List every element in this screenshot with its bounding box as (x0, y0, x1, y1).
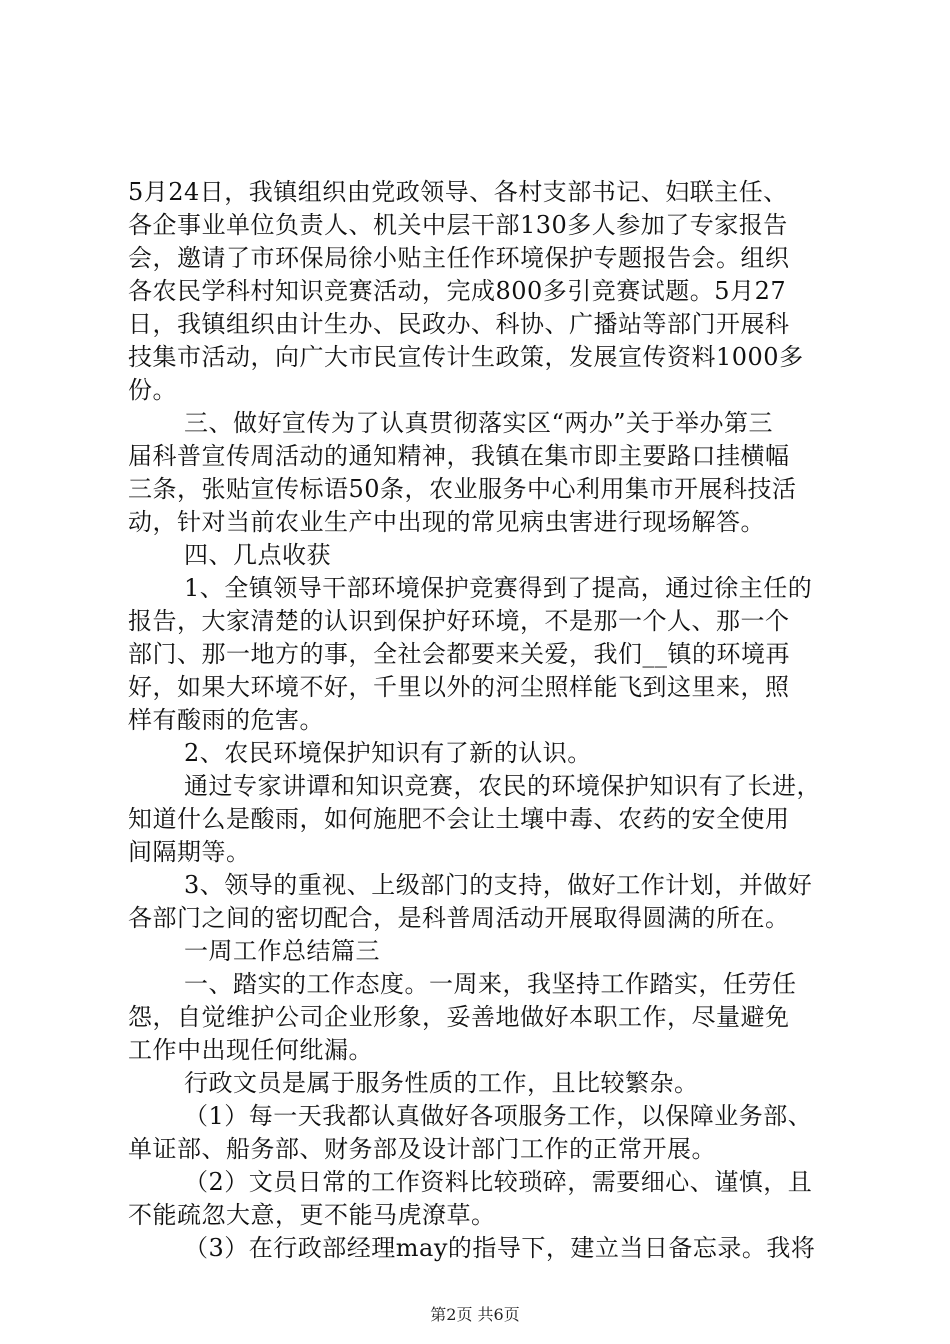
text-line: 5月24日，我镇组织由党政领导、各村支部书记、妇联主任、 (128, 178, 788, 206)
text-line: 怨，自觉维护公司企业形象，妥善地做好本职工作，尽量避免 (128, 1003, 790, 1031)
text-line: 三条，张贴宣传标语50条，农业服务中心利用集市开展科技活 (128, 475, 797, 503)
text-line: 动，针对当前农业生产中出现的常见病虫害进行现场解答。 (128, 508, 765, 536)
text-line: 各企事业单位负责人、机关中层干部130多人参加了专家报告 (128, 211, 788, 239)
text-line: 一周工作总结篇三 (184, 937, 380, 965)
text-line: 单证部、船务部、财务部及设计部门工作的正常开展。 (128, 1135, 716, 1163)
text-line: 各农民学科村知识竞赛活动，完成800多引竞赛试题。5月27 (128, 277, 787, 305)
document-body (128, 176, 838, 1265)
text-line: 通过专家讲谭和知识竞赛，农民的环境保护知识有了长进， (184, 772, 821, 800)
text-line: 技集市活动，向广大市民宣传计生政策，发展宣传资料1000多 (128, 343, 804, 371)
text-line: 知道什么是酸雨，如何施肥不会让土壤中毒、农药的安全使用 (128, 805, 790, 833)
text-line: （2）文员日常的工作资料比较琐碎，需要细心、谨慎，且 (184, 1168, 813, 1196)
text-line: 不能疏忽大意，更不能马虎潦草。 (128, 1201, 496, 1229)
text-line: 会，邀请了市环保局徐小贴主任作环境保护专题报告会。组织 (128, 244, 790, 272)
text-line: 各部门之间的密切配合，是科普周活动开展取得圆满的所在。 (128, 904, 790, 932)
text-line: 三、做好宣传为了认真贯彻落实区“两办”关于举办第三 (184, 409, 774, 437)
text-line: 3、领导的重视、上级部门的支持，做好工作计划，并做好 (184, 871, 813, 899)
text-line: 届科普宣传周活动的通知精神，我镇在集市即主要路口挂横幅 (128, 442, 790, 470)
text-line: 部门、那一地方的事，全社会都要来关爱，我们__镇的环境再 (128, 640, 790, 668)
text-line: 日，我镇组织由计生办、民政办、科协、广播站等部门开展科 (128, 310, 790, 338)
text-line: 1、全镇领导干部环境保护竞赛得到了提高，通过徐主任的 (184, 574, 813, 602)
text-line: 工作中出现任何纰漏。 (128, 1036, 373, 1064)
text-line: （3）在行政部经理may的指导下，建立当日备忘录。我将 (184, 1234, 816, 1262)
text-line: 行政文员是属于服务性质的工作，且比较繁杂。 (184, 1069, 699, 1097)
text-line: 样有酸雨的危害。 (128, 706, 324, 734)
text-line: 报告，大家清楚的认识到保护好环境，不是那一个人、那一个 (128, 607, 790, 635)
text-line: 2、农民环境保护知识有了新的认识。 (184, 739, 592, 767)
text-line: 一、踏实的工作态度。一周来，我坚持工作踏实，任劳任 (184, 970, 797, 998)
text-line: 好，如果大环境不好，千里以外的河尘照样能飞到这里来，照 (128, 673, 790, 701)
text-line: （1）每一天我都认真做好各项服务工作，以保障业务部、 (184, 1102, 813, 1130)
text-line: 间隔期等。 (128, 838, 251, 866)
page-footer: 第2页 共6页 (430, 1305, 520, 1324)
text-line: 四、几点收获 (184, 541, 331, 569)
text-line: 份。 (128, 376, 177, 404)
